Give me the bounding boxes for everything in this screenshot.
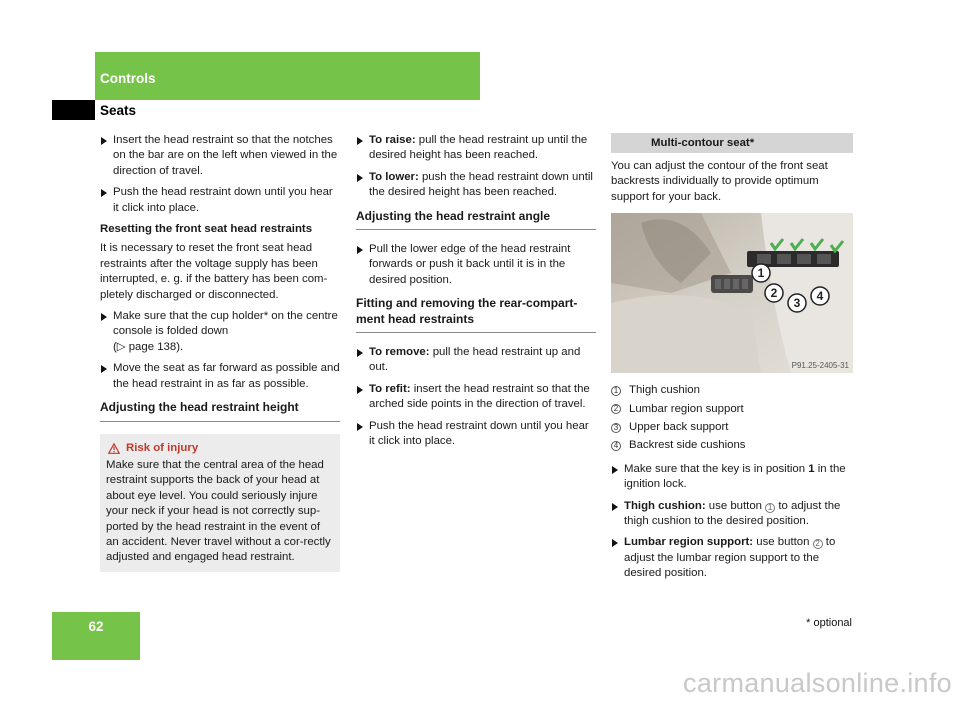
- seat-controls-photo: [611, 213, 853, 373]
- remove-text: pull the head restraint up and out.: [369, 346, 581, 374]
- callout-number: 2: [770, 286, 778, 301]
- key-position: 1: [808, 462, 815, 475]
- warning-text: Make sure that the central area of the head restraint supports the back of your head at about eye level. You could seriously injure your neck if your head is not correctly sup-ported by the head restraint in the event of an accident. Never travel without a cor-rectly adjusted and engaged head restraint.: [106, 458, 331, 564]
- angle-heading: Adjusting the head restraint angle: [356, 209, 596, 230]
- raise-label: To raise:: [369, 134, 416, 146]
- cup-holder-text: Make sure that the cup holder* on the centre console is folded down: [113, 310, 338, 338]
- list-item: [611, 462, 853, 493]
- list-item: Pull the lower edge of the head restraint forwards or push it back until it is in the desired position.: [356, 242, 596, 288]
- list-item: [611, 535, 853, 581]
- legend-number: 3: [611, 423, 621, 433]
- watermark: carmanualsonline.info: [683, 668, 952, 698]
- list-item: Move the seat as far forward as possible and the head restraint in as far as possible.: [100, 361, 340, 392]
- list-item: [356, 382, 596, 413]
- warning-title: [108, 441, 334, 456]
- warning-box: [100, 434, 340, 572]
- refit-text: insert the head restraint so that the arched side points in the direction of travel.: [369, 382, 590, 411]
- page-number-box: [52, 612, 140, 660]
- legend-number: 4: [611, 441, 621, 451]
- legend-item: [611, 402, 853, 417]
- callout-number: 4: [816, 289, 824, 304]
- section-title: Seats: [100, 103, 137, 118]
- page-number: 62: [88, 619, 104, 634]
- thigh-label: Thigh cushion:: [624, 499, 706, 512]
- list-item: [356, 345, 596, 376]
- remove-label: To remove:: [369, 346, 430, 359]
- column-left: [100, 133, 340, 572]
- key-text-b: in the ignition lock.: [624, 462, 846, 491]
- page-reference-link[interactable]: (▷ page 138).: [113, 340, 184, 353]
- warning-triangle-icon: [108, 443, 120, 454]
- legend-number: 1: [611, 386, 621, 396]
- legend-number: 2: [611, 404, 621, 414]
- multicontour-intro: You can adjust the contour of the front seat backrests individually to provide optimum support for your back.: [611, 160, 828, 203]
- column-right: [611, 133, 853, 588]
- list-item: Push the head restraint down until you hear it click into place.: [356, 419, 596, 450]
- list-item: [611, 499, 853, 530]
- list-item: Push the head restraint down until you hear it click into place.: [100, 185, 340, 216]
- reset-paragraph: It is necessary to reset the front seat head restraints after the voltage supply has been interrupted, e. g. if the battery has been com-pletely discharged or disconnected.: [100, 242, 328, 301]
- rear-heading: Fitting and removing the rear-compart-ment head restraints: [356, 296, 596, 333]
- button-number: 2: [813, 539, 823, 549]
- reset-heading: Resetting the front seat head restraints: [100, 223, 313, 236]
- legend-label: Backrest side cushions: [629, 439, 746, 452]
- button-number: 1: [765, 503, 775, 513]
- list-item: [356, 133, 596, 164]
- legend-label: Lumbar region support: [629, 402, 744, 415]
- section-marker: [52, 100, 95, 120]
- footnote: * optional: [806, 617, 852, 629]
- lumbar-text-a: use button: [753, 536, 813, 549]
- lower-text: push the head restraint down until the desired height has been reached.: [369, 170, 593, 199]
- multicontour-heading: Multi-contour seat*: [611, 133, 853, 153]
- photo-caption: P91.25-2405-31: [791, 361, 849, 371]
- list-item: [100, 309, 340, 355]
- legend-item: [611, 420, 853, 435]
- chapter-header: [95, 52, 480, 100]
- callout-number: 1: [757, 266, 765, 281]
- warning-title-text: Risk of injury: [126, 441, 199, 454]
- thigh-text-b: to adjust the thigh cushion to the desired position.: [624, 499, 841, 528]
- chapter-title: Controls: [100, 71, 156, 86]
- list-item: Insert the head restraint so that the notches on the bar are on the left when viewed in the direction of travel.: [100, 133, 340, 179]
- callout-number: 3: [793, 296, 801, 311]
- list-item: [356, 170, 596, 201]
- column-middle: [356, 133, 596, 456]
- lower-label: To lower:: [369, 170, 419, 183]
- height-heading: Adjusting the head restraint height: [100, 400, 340, 421]
- lumbar-text-b: to adjust the lumbar region support to the desired position.: [624, 536, 836, 580]
- legend-item: [611, 383, 853, 398]
- lumbar-label: Lumbar region support:: [624, 536, 754, 549]
- thigh-text-a: use button: [705, 499, 766, 512]
- key-text-a: Make sure that the key is in position: [624, 462, 809, 475]
- legend-label: Thigh cushion: [629, 384, 700, 397]
- legend-label: Upper back support: [629, 421, 729, 434]
- legend-item: [611, 438, 853, 453]
- seat-photo-illustration: [611, 213, 853, 373]
- refit-label: To refit:: [369, 382, 411, 395]
- raise-text: pull the head restraint up until the desired height has been reached.: [369, 134, 588, 162]
